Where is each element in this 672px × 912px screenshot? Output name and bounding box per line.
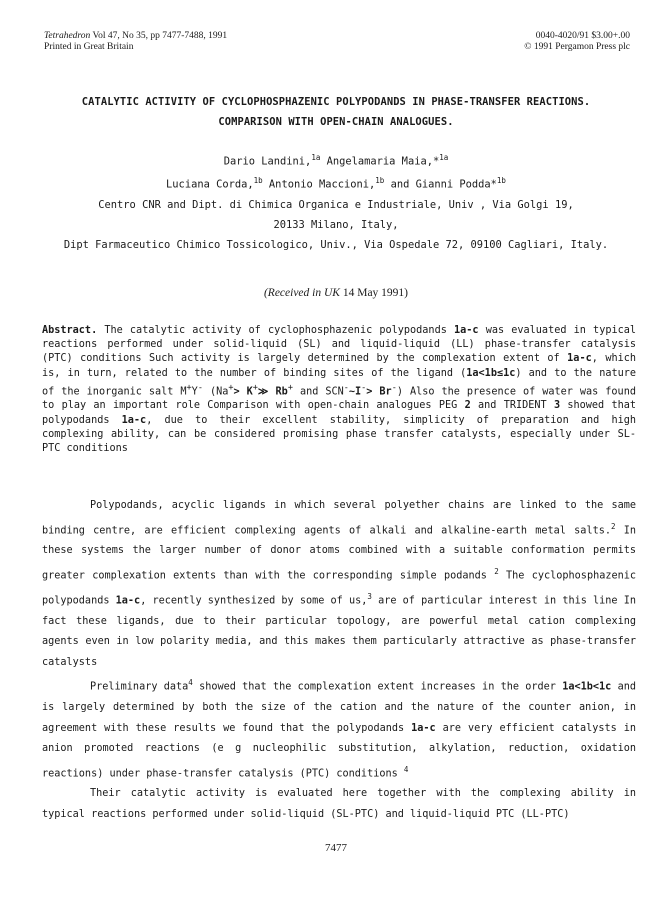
affiliation-1: Centro CNR and Dipt. di Chimica Organica e Industriale, Univ , Via Golgi 19, [98,198,574,211]
issn: 0040-4020/91 $3.00+.00 [535,31,630,41]
author-name: Angelamaria Maia,* [320,155,440,168]
paragraph-3: Their catalytic activity is evaluated here together with the complexing ability in typical reactions performed under solid-liquid (SL-PTC) and liquid-liquid PTC (LL-PTC) [42,788,636,820]
author-name: Luciana Corda, [166,178,254,191]
publisher-header [524,31,630,53]
page-number: 7477 [325,842,347,854]
affiliation-3: Dipt Farmaceutico Chimico Tossicologico, Univ., Via Ospedale 72, 09100 Cagliari, Italy. [63,238,609,251]
author-block [30,148,642,255]
paper-title [30,92,642,132]
abstract-label: Abstract. [42,325,98,336]
received-date: (Received in UK 14 May 1991) [263,287,409,299]
affiliation-2: 20133 Milano, Italy, [273,218,399,231]
title-line-2: COMPARISON WITH OPEN-CHAIN ANALOGUES. [218,116,454,128]
copyright: © 1991 Pergamon Press plc [524,42,630,52]
paragraph-2: Preliminary data$^4$ showed that the complexation extent increases in the order 1a<1b<1c and is largely determined by both the size of the cation and the nature of the counter anion, in agreement with these results we found that the polypodands 1a-c are very efficient catalysts in anion promoted reactions (e g nucleophilic substitution, alkylation, reduction, oxidation reactions) under phase-transfer catalysis (PTC) conditions $^4$ [42,678,636,779]
author-line-1: Dario Landini,$^{1a}$ Angelamaria Maia,*$^{1a}$ [223,153,449,168]
journal-name: Tetrahedron [44,31,91,41]
author-name: Antonio Maccioni, [262,178,376,191]
printed-in: Printed in Great Britain [44,42,134,52]
author-name: and Gianni Podda* [384,178,497,191]
abstract: Abstract. The catalytic activity of cyclophosphazenic polypodands 1a-c was evaluated in typical reactions performed under solid-liquid (SL) and liquid-liquid (LL) phase-transfer catalysis (PTC) conditions Such activity is largely determined by the complexation extent of 1a-c, which is, in turn, related to the number of binding sites of the ligand (1a<1b≤1c) and to the nature of the inorganic salt M+Y- (Na+> K+≫ Rb+ and SCN-∼I-> Br-) Also the presence of water was found to play an important role Comparison with open-chain analogues PEG 2 and TRIDENT 3 showed that polypodands 1a-c, due to their excellent stability, simplicity of preparation and high complexing ability, can be considered promising phase transfer catalysts, especially under SL-PTC conditions [42,325,637,455]
journal-citation: Tetrahedron Vol 47, No 35, pp 7477-7488, 1991 [44,31,228,41]
author-name: Dario Landini, [223,155,312,168]
paragraph-1: Polypodands, acyclic ligands in which several polyether chains are linked to the same binding centre, are efficient complexing agents of alkali and alkaline-earth metal salts.$^2$ In these systems the larger number of donor atoms combined with a suitable conformation permits greater complexation extents than with the corresponding simple podands $^2$ The cyclophosphazenic polypodands 1a-c, recently synthesized by some of us,$^3$ are of particular interest in this line In fact these ligands, due to their particular topology, are powerful metal cation complexing agents even in low polarity media, and this makes them particularly attractive as phase-transfer catalysts [42,500,637,668]
title-line-1: CATALYTIC ACTIVITY OF CYCLOPHOSPHAZENIC POLYPODANDS IN PHASE-TRANSFER REACTIONS. [81,96,591,108]
journal-header [44,31,227,53]
author-line-2: Luciana Corda,$^{1b}$ Antonio Maccioni,$^{1b}$ and Gianni Podda*$^{1b}$ [166,176,506,191]
body-text [42,496,636,825]
